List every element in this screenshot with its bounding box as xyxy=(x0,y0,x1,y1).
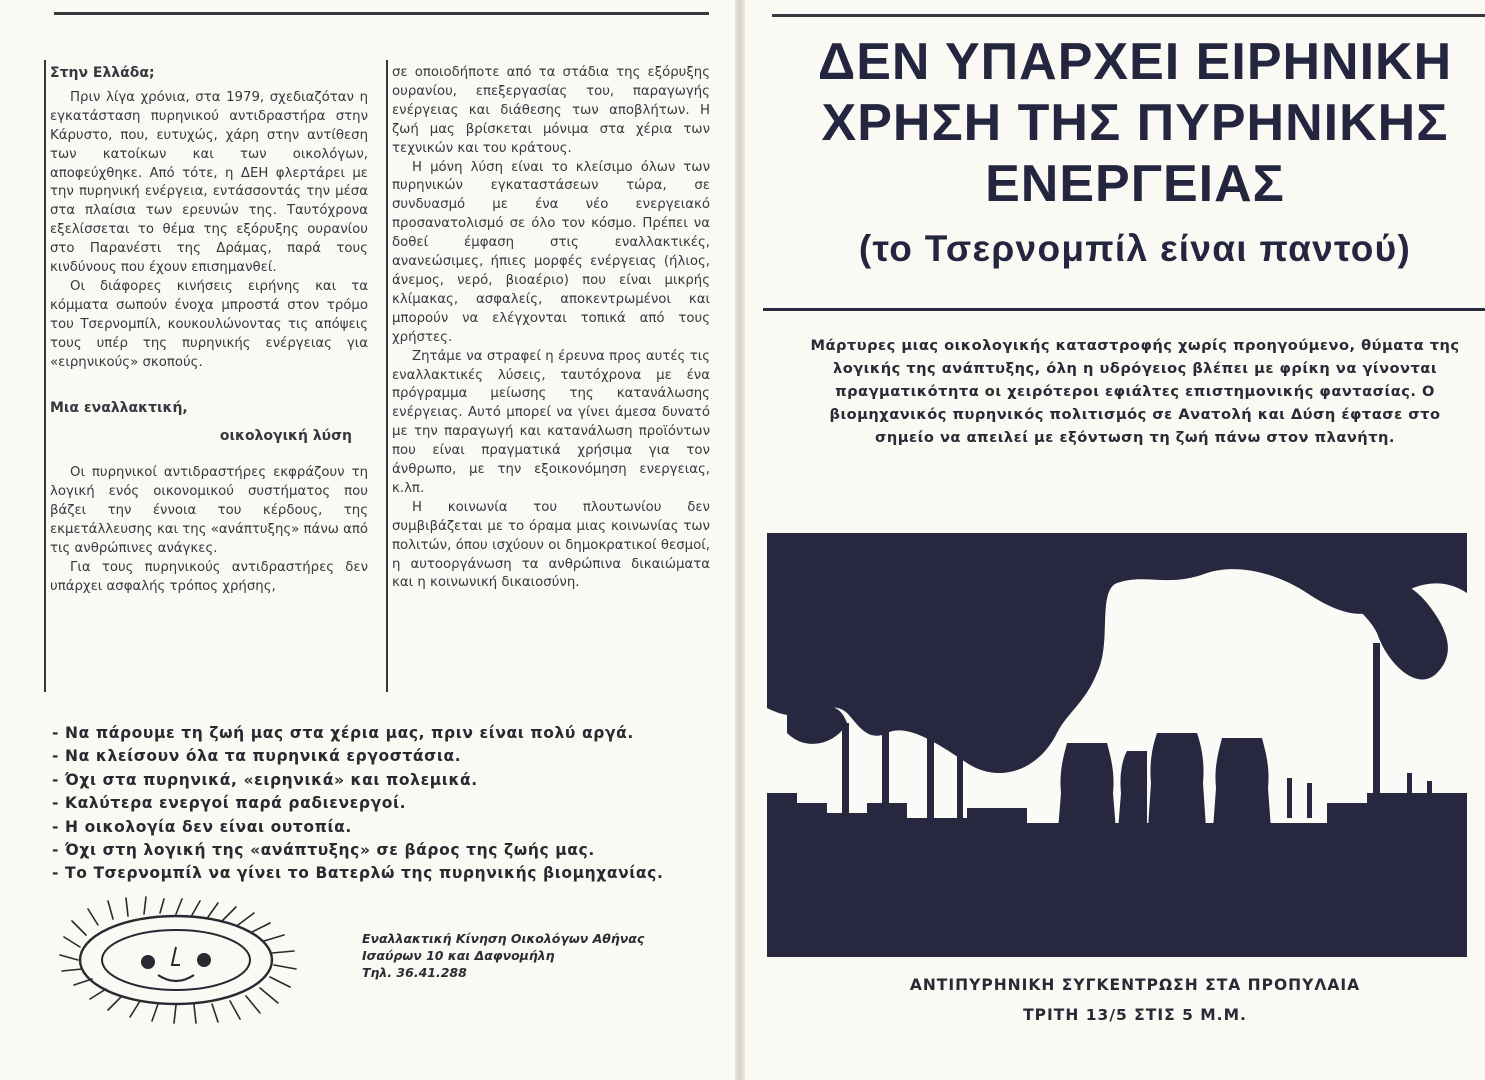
left-page xyxy=(0,0,735,1080)
organization-address xyxy=(362,930,644,981)
slogan: - Να κλείσουν όλα τα πυρηνικά εργοστάσια. xyxy=(52,745,712,768)
rally-line: ΑΝΤΙΠΥΡΗΝΙΚΗ ΣΥΓΚΕΝΤΡΩΣΗ ΣΤΑ ΠΡΟΠΥΛΑΙΑ xyxy=(909,976,1361,994)
center-fold xyxy=(735,0,745,1080)
slogan: - Όχι στα πυρηνικά, «ειρηνικά» και πολεμικά. xyxy=(52,769,712,792)
slogan: - Να πάρουμε τη ζωή μας στα χέρια μας, πριν είναι πολύ αργά. xyxy=(52,722,712,745)
paragraph: Οι πυρηνικοί αντιδραστήρες εκφράζουν τη λογική ενός οικονομικού συστήματος που βάζει την έννοια του κέρδους, της εκμετάλλευσης και της «ανάπτυξης» πάνω από τις ανθρώπινες ανάγκες. xyxy=(50,465,369,556)
paragraph: Πριν λίγα χρόνια, στα 1979, σχεδιαζόταν η εγκατάσταση πυρηνικού αντιδραστήρα στην Κάρυστο, που, ευτυχώς, χάρη στην αντίθεση των κατοίκων και των οικολόγων, αποφεύχθηκε. Από τότε, η ΔΕΗ φλερτάρει με την πυρηνική ενέργεια, εντάσσοντάς την μέσα στα πλαίσια των ερευνών της. Ταυτόχρονα εξελίσσεται το θέμα της εξόρυξης ουρανίου στο Παρανέστι της Δράμας, παρά τους κινδύνους που έχουν επισημανθεί. xyxy=(50,89,368,276)
divider-rule xyxy=(763,308,1485,311)
address-line: Ισαύρων 10 και Δαφνομήλη xyxy=(362,948,555,963)
slogan: - Όχι στη λογική της «ανάπτυξης» σε βάρος της ζωής μας. xyxy=(52,839,712,862)
text-column-1 xyxy=(50,64,368,597)
address-line: Εναλλακτική Κίνηση Οικολόγων Αθήνας xyxy=(362,931,645,946)
slogan: - Το Τσερνομπίλ να γίνει το Βατερλώ της πυρηνικής βιομηχανίας. xyxy=(52,862,712,885)
paragraph: Ζητάμε να στραφεί η έρευνα προς αυτές τις εναλλακτικές λύσεις, ταυτόχρονα με ένα πρόγραμμα μείωσης της κατανάλωσης ενέργειας. Αυτό μπορεί να γίνει άμεσα δυνατό με την παραγωγή και κατανάλωση προϊόντων που είναι πραγματικά χρήσιμα για τον άνθρωπο, με την εξοικονόμηση ενεργειας, κ.λπ. xyxy=(392,348,710,496)
lead-paragraph: Μάρτυρες μιας οικολογικής καταστροφής χωρίς προηγούμενο, θύματα της λογικής της ανάπτυξης, όλη η υδρόγειος βλέπει με φρίκη να γίνονται πραγματικότητα οι χειρότεροι εφιάλτες επιστημονικής φαντασίας. Ο βιομηχανικός πυρηνικός πολιτισμός σε Ανατολή και Δύση έφτασε στο σημείο να απειλεί με εξόντωση τη ζωή πάνω στον πλανήτη. xyxy=(810,337,1460,446)
section-heading-alternative: Μια εναλλακτική, xyxy=(50,399,188,416)
column-rule-2 xyxy=(386,60,388,692)
text-column-2 xyxy=(392,64,710,593)
section-heading-alternative-2: οικολογική λύση xyxy=(219,428,352,445)
nuclear-plant-illustration xyxy=(767,533,1467,957)
subheadline: (το Τσερνομπίλ είναι παντού) xyxy=(858,228,1412,269)
column-rule-1 xyxy=(44,60,46,692)
section-heading-greece: Στην Ελλάδα; xyxy=(50,65,155,81)
paragraph: Για τους πυρηνικούς αντιδραστήρες δεν υπάρχει ασφαλής τρόπος χρήσης, xyxy=(50,559,368,594)
smiling-sun-logo xyxy=(58,895,316,1025)
top-rule-left xyxy=(54,12,709,15)
slogan: - Η οικολογία δεν είναι ουτοπία. xyxy=(52,816,712,839)
rally-date: ΤΡΙΤΗ 13/5 ΣΤΙΣ 5 Μ.Μ. xyxy=(1023,1006,1247,1024)
paragraph: σε οποιοδήποτε από τα στάδια της εξόρυξης ουρανίου, επεξεργασίας του, παραγωγής ενέργειας και διάθεσης των αποβλήτων. Η ζωή μας βρίσκεται μόνιμα στα χέρια των τεχνικών και του κράτους. xyxy=(392,65,710,156)
paragraph: Η μόνη λύση είναι το κλείσιμο όλων των πυρηνικών εγκαταστάσεων τώρα, σε συνδυασμό με ένα νέο ενεργειακό προσανατολισμό σε όλο τον κόσμο. Πρέπει να δοθεί έμφαση στις εναλλακτικές, ανανεώσιμες, ήπιες μορφές ενέργειας (ήλιος, άνεμος, νερό, βιοαέριο) που είναι μικρής κλίμακας, ασφαλείς, αποκεντρωμένοι και μπορούν να ελέγχονται τοπικά από τους χρήστες. xyxy=(392,159,710,345)
paragraph: Η κοινωνία του πλουτωνίου δεν συμβιβάζεται με το όραμα μιας κοινωνίας των πολιτών, όπου ισχύουν οι δημοκρατικοί θεσμοί, η αυτοοργάνωση τα ανθρώπινα δικαιώματα και η κοινωνική δικαιοσύνη. xyxy=(392,499,710,591)
headline: ΔΕΝ ΥΠΑΡΧΕΙ ΕΙΡΗΝΙΚΗ ΧΡΗΣΗ ΤΗΣ ΠΥΡΗΝΙΚΗΣ ΕΝΕΡΓΕΙΑΣ xyxy=(817,33,1453,213)
paragraph: Οι διάφορες κινήσεις ειρήνης και τα κόμματα σωπούν ένοχα μπροστά στον τρόμο του Τσερνομπίλ, κουκουλώνοντας τις απόψεις τους υπέρ της πυρηνικής ενέργειας για «ειρηνικούς» σκοπούς. xyxy=(50,278,368,370)
address-line: Τηλ. 36.41.288 xyxy=(362,965,467,980)
rally-announcement xyxy=(790,970,1480,1030)
top-rule-right xyxy=(772,14,1485,17)
slogan-list xyxy=(52,722,712,886)
slogan: - Καλύτερα ενεργοί παρά ραδιενεργοί. xyxy=(52,792,712,815)
